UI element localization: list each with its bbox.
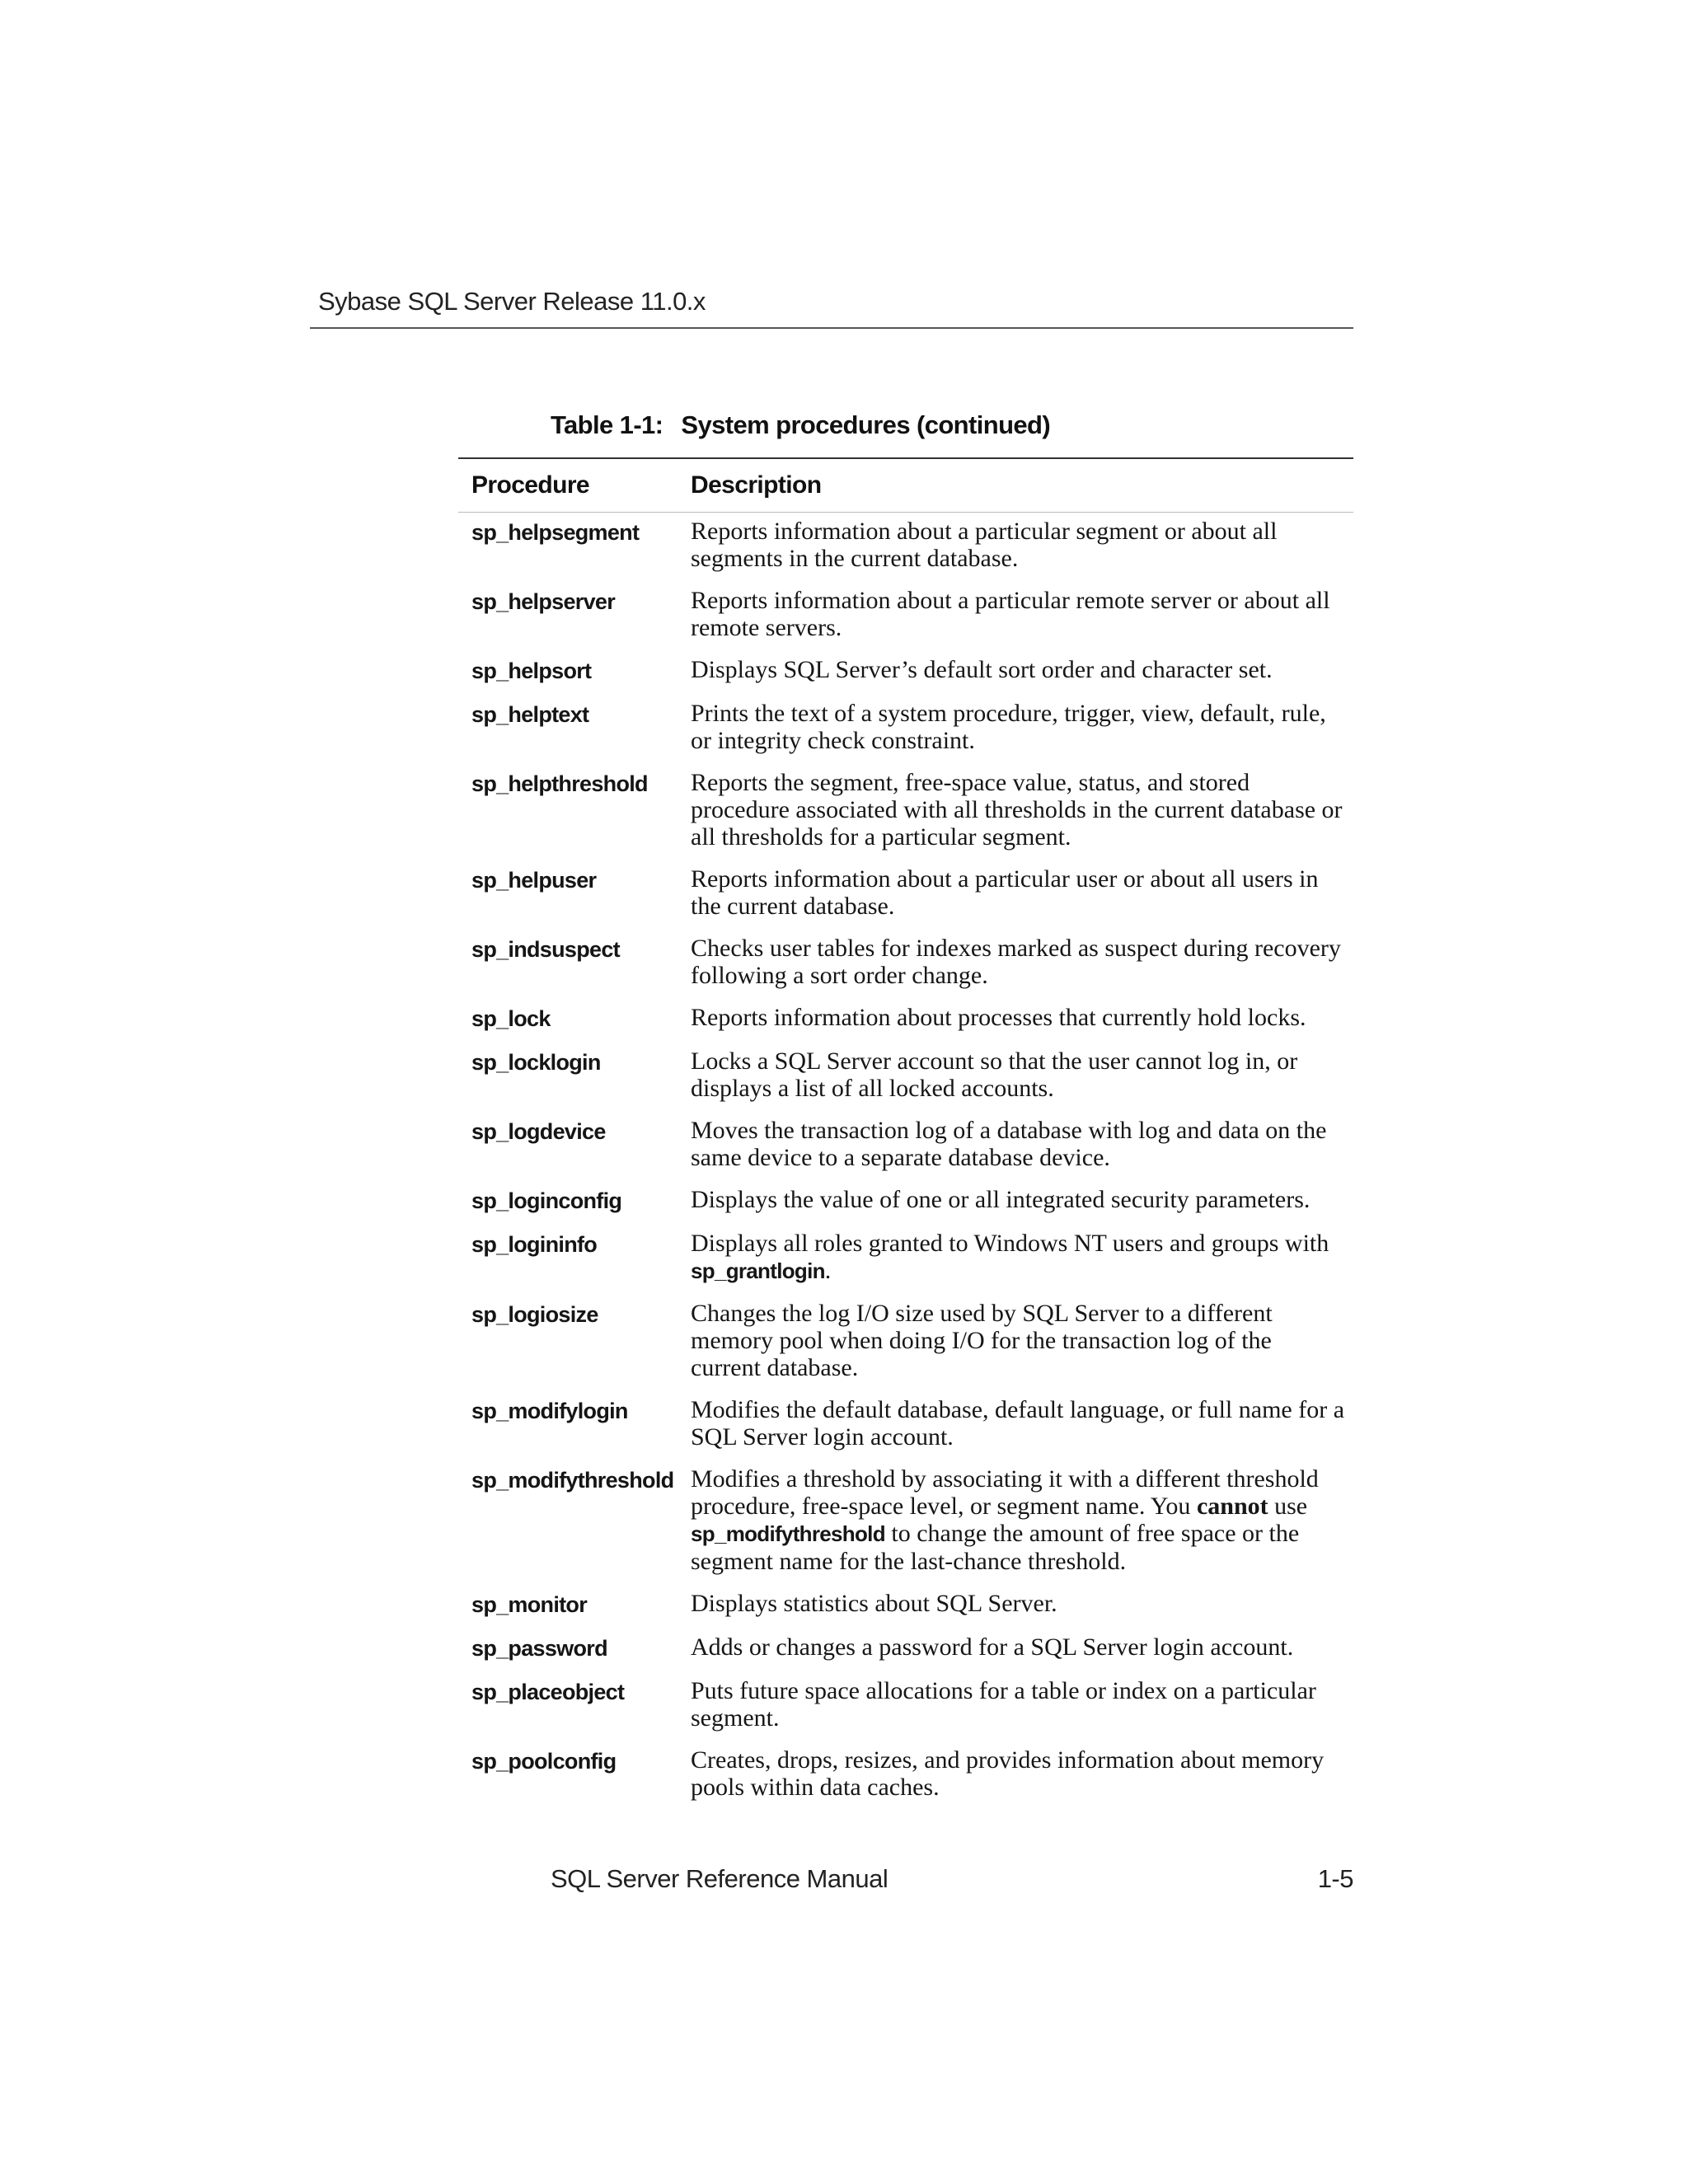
procedure-name: sp_helpuser — [471, 868, 597, 893]
column-header-procedure: Procedure — [471, 471, 589, 499]
table-row — [458, 1465, 1353, 1575]
table-caption-title: System procedures (continued) — [681, 410, 1051, 439]
procedure-name: sp_loginconfig — [471, 1188, 622, 1213]
table-row — [458, 1677, 1353, 1732]
procedure-description: Puts future space allocations for a table or index on a particular segment. — [691, 1677, 1316, 1732]
table-body — [458, 513, 1353, 1801]
procedure-description: Reports information about a particular segment or about all segments in the current database. — [691, 518, 1278, 572]
procedure-description: Prints the text of a system procedure, trigger, view, default, rule, or integrity check constraint. — [691, 700, 1326, 754]
procedure-description — [691, 1465, 1353, 1575]
description-text: use — [1274, 1493, 1308, 1520]
footer-page-number: 1-5 — [1317, 1864, 1353, 1893]
procedure-description: Modifies the default database, default language, or full name for a SQL Server login account. — [691, 1396, 1345, 1451]
description-text: to change the amount of free space or the segment name for the last-chance threshold. — [691, 1520, 1300, 1575]
procedure-name: sp_helpsegment — [471, 520, 640, 545]
procedure-description: Changes the log I/O size used by SQL Server to a different memory pool when doing I/O for the transaction log of the current database. — [691, 1300, 1273, 1381]
table-row — [458, 1746, 1353, 1801]
procedure-description: Reports information about processes that currently hold locks. — [691, 1004, 1306, 1031]
procedure-name: sp_poolconfig — [471, 1749, 617, 1774]
header-rule — [310, 327, 1353, 329]
procedure-name: sp_monitor — [471, 1592, 588, 1617]
procedure-name: sp_helpsort — [471, 658, 592, 683]
table-row — [458, 1396, 1353, 1451]
procedure-name: sp_logiosize — [471, 1302, 598, 1327]
procedure-name: sp_modifylogin — [471, 1399, 628, 1423]
procedure-description: Displays the value of one or all integrated security parameters. — [691, 1186, 1311, 1213]
procedure-description: Reports the segment, free-space value, status, and stored procedure associated with all thresholds in the current database or all thresholds for a particular segment. — [691, 769, 1343, 851]
table-header-row — [458, 459, 1353, 513]
table-row — [458, 935, 1353, 989]
table-row — [458, 1117, 1353, 1171]
procedure-description: Reports information about a particular user or about all users in the current database. — [691, 865, 1319, 920]
procedure-description: Locks a SQL Server account so that the user cannot log in, or displays a list of all locked accounts. — [691, 1047, 1298, 1102]
procedure-description: Creates, drops, resizes, and provides information about memory pools within data caches. — [691, 1746, 1325, 1801]
procedure-name: sp_password — [471, 1636, 607, 1661]
emphasis-text: cannot — [1196, 1493, 1268, 1520]
table-caption — [551, 410, 1050, 440]
procedure-description: Displays SQL Server’s default sort order and character set. — [691, 656, 1273, 683]
procedure-name: sp_helptext — [471, 702, 589, 727]
table-row — [458, 1300, 1353, 1381]
procedure-name: sp_helpserver — [471, 589, 616, 614]
description-text: Modifies a threshold by associating it with a different threshold procedure, free-space level, or segment name. You — [691, 1465, 1319, 1520]
procedure-description: Adds or changes a password for a SQL Server login account. — [691, 1633, 1294, 1661]
procedure-name: sp_indsuspect — [471, 937, 620, 962]
running-header: Sybase SQL Server Release 11.0.x — [318, 287, 706, 316]
procedure-name: sp_logininfo — [471, 1232, 598, 1257]
table-row — [458, 1047, 1353, 1102]
footer-manual-title: SQL Server Reference Manual — [551, 1864, 889, 1893]
inline-procedure-reference: sp_modifythreshold — [691, 1521, 885, 1546]
inline-procedure-reference: sp_grantlogin — [691, 1258, 825, 1283]
table-row — [458, 865, 1353, 920]
procedure-description: Displays statistics about SQL Server. — [691, 1590, 1057, 1617]
description-text: . — [824, 1257, 832, 1284]
description-text: Displays all roles granted to Windows NT users and groups with — [691, 1230, 1329, 1257]
procedure-description — [691, 1230, 1353, 1285]
table-row — [458, 700, 1353, 754]
table-row — [458, 587, 1353, 641]
procedure-description: Reports information about a particular remote server or about all remote servers. — [691, 587, 1330, 641]
column-header-description: Description — [691, 471, 822, 499]
procedure-name: sp_modifythreshold — [471, 1468, 674, 1493]
table-row — [458, 518, 1353, 572]
table-row — [458, 1004, 1353, 1033]
table-row — [458, 769, 1353, 851]
table-row — [458, 1633, 1353, 1662]
table-caption-label: Table 1-1: — [551, 410, 663, 439]
procedure-name: sp_placeobject — [471, 1680, 625, 1704]
procedure-name: sp_lock — [471, 1006, 551, 1031]
table-row — [458, 1230, 1353, 1285]
procedure-description: Moves the transaction log of a database with log and data on the same device to a separate database device. — [691, 1117, 1327, 1171]
table-row — [458, 656, 1353, 685]
procedure-name: sp_locklogin — [471, 1050, 601, 1075]
system-procedures-table — [458, 457, 1353, 1816]
procedure-name: sp_logdevice — [471, 1119, 606, 1144]
table-row — [458, 1186, 1353, 1215]
procedure-name: sp_helpthreshold — [471, 771, 648, 796]
procedure-description: Checks user tables for indexes marked as suspect during recovery following a sort order change. — [691, 935, 1341, 989]
table-row — [458, 1590, 1353, 1619]
